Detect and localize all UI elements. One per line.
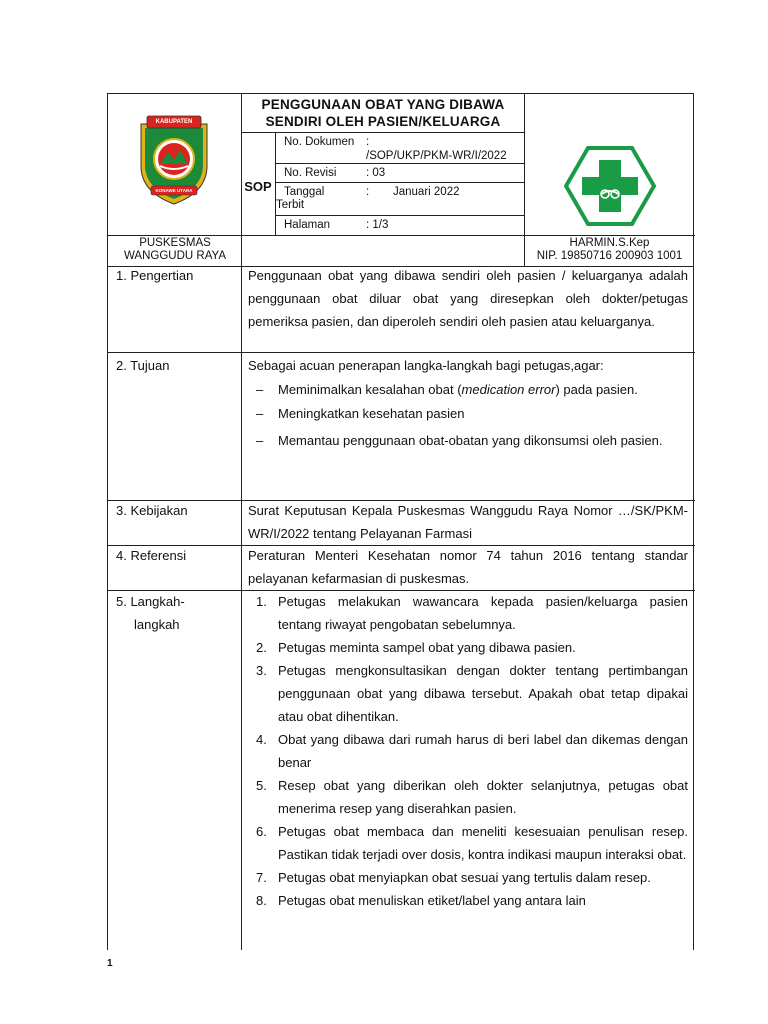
- tanggal-label: Tanggal: [284, 186, 325, 198]
- step-item: [248, 889, 688, 912]
- divider: [275, 163, 524, 164]
- halaman-label: Halaman: [284, 219, 331, 231]
- langkah-label-2: langkah: [134, 617, 180, 632]
- no-dokumen-value: /SOP/UKP/PKM-WR/I/2022: [366, 150, 507, 162]
- pengertian-text: Penggunaan obat yang dibawa sendiri oleh pasien / keluarganya adalah penggunaan obat diluar obat yang diresepkan oleh dokter/petugas pemeriksa pasien, dan diperoleh sendiri oleh pasien atau keluarganya.: [248, 268, 688, 329]
- step-text: Petugas mengkonsultasikan dengan dokter tentang pertimbangan penggunaan obat yang dibawa tersebut. Apakah obat tetap dipakai atau obat dihentikan.: [278, 663, 688, 724]
- page-number: 1: [107, 958, 113, 969]
- signer-block: [524, 237, 695, 263]
- step-number: 4.: [256, 732, 267, 747]
- tujuan-intro: Sebagai acuan penerapan langka-langkah bagi petugas,agar:: [248, 358, 604, 373]
- divider: [275, 215, 524, 216]
- tanggal-colon: :: [366, 186, 370, 198]
- step-text: Petugas melakukan wawancara kepada pasien/keluarga pasien tentang riwayat pengobatan sebelumnya.: [278, 594, 688, 632]
- step-item: [248, 728, 688, 774]
- step-number: 1.: [256, 594, 267, 609]
- divider: [275, 182, 524, 183]
- step-item: [248, 866, 688, 889]
- section-text-pengertian: [248, 264, 688, 333]
- puskesmas-logo: [564, 146, 656, 226]
- sop-header-table: [107, 93, 694, 267]
- list-item: [248, 429, 673, 452]
- kebijakan-text: Surat Keputusan Kepala Puskesmas Wanggudu Raya Nomor …/SK/PKM-WR/I/2022 tentang Pelayanan Farmasi: [248, 503, 688, 541]
- section-text-langkah: [248, 590, 688, 912]
- dash-bullet: –: [256, 382, 264, 397]
- sop-body-table: [107, 266, 694, 950]
- tujuan-item-1-b: medication error: [461, 382, 556, 397]
- document-title: PENGGUNAAN OBAT YANG DIBAWA SENDIRI OLEH PASIEN/KELUARGA: [261, 97, 505, 129]
- tujuan-item-1-a: Meminimalkan kesalahan obat (: [278, 382, 462, 397]
- referensi-text: Peraturan Menteri Kesehatan nomor 74 tahun 2016 tentang standar pelayanan kefarmasian di puskesmas.: [248, 548, 688, 586]
- logo-text-top: KABUPATEN: [155, 119, 193, 125]
- list-item: [248, 402, 688, 425]
- step-number: 6.: [256, 824, 267, 839]
- section-text-tujuan: [248, 354, 688, 452]
- sop-label: SOP: [244, 179, 272, 194]
- section-label-langkah: [116, 590, 185, 636]
- divider: [108, 352, 695, 353]
- step-item: [248, 659, 688, 728]
- no-dokumen-colon: :: [366, 136, 370, 148]
- tujuan-item-2: Meningkatkan kesehatan pasien: [278, 406, 465, 421]
- signer-name: HARMIN.S.Kep: [569, 237, 650, 249]
- section-label-referensi: 4. Referensi: [116, 548, 187, 563]
- no-dokumen-label: No. Dokumen: [284, 136, 355, 148]
- signer-nip: NIP. 19850716 200903 1001: [536, 250, 683, 262]
- section-label-tujuan: 2. Tujuan: [116, 358, 170, 373]
- step-item: [248, 590, 688, 636]
- list-item: [248, 378, 688, 401]
- divider: [241, 132, 524, 133]
- step-number: 5.: [256, 778, 267, 793]
- step-number: 7.: [256, 870, 267, 885]
- step-number: 2.: [256, 640, 267, 655]
- no-revisi-value: : 03: [366, 167, 386, 179]
- langkah-label-1: 5. Langkah-: [116, 594, 185, 609]
- divider: [241, 266, 242, 950]
- step-number: 8.: [256, 893, 267, 908]
- organization-name: [108, 237, 242, 263]
- section-label-pengertian: 1. Pengertian: [116, 268, 194, 283]
- no-revisi-label: No. Revisi: [284, 167, 337, 179]
- step-item: [248, 774, 688, 820]
- section-label-kebijakan: 3. Kebijakan: [116, 503, 188, 518]
- tanggal-value: Januari 2022: [393, 186, 460, 198]
- halaman-value: : 1/3: [366, 219, 389, 231]
- org-line-1: PUSKESMAS: [139, 237, 211, 249]
- tujuan-item-3: Memantau penggunaan obat-obatan yang dikonsumsi oleh pasien.: [278, 433, 663, 448]
- section-text-kebijakan: [248, 499, 688, 545]
- divider: [108, 235, 695, 236]
- org-line-2: WANGGUDU RAYA: [123, 250, 226, 262]
- logo-text-bottom: KONAWE UTARA: [155, 188, 193, 193]
- dash-bullet: –: [256, 406, 264, 421]
- section-text-referensi: [248, 544, 688, 590]
- step-text: Petugas obat membaca dan meneliti kesesuaian penulisan resep. Pastikan tidak terjadi over dosis, kontra indikasi maupun interaksi obat.: [278, 824, 688, 862]
- step-text: Resep obat yang diberikan oleh dokter selanjutnya, petugas obat menerima resep yang diserahkan pasien.: [278, 778, 688, 816]
- step-item: [248, 636, 688, 659]
- divider: [275, 132, 276, 235]
- step-number: 3.: [256, 663, 267, 678]
- step-text: Obat yang dibawa dari rumah harus di beri label dan dikemas dengan benar: [278, 732, 688, 770]
- step-item: [248, 820, 688, 866]
- step-text: Petugas meminta sampel obat yang dibawa pasien.: [278, 640, 576, 655]
- step-text: Petugas obat menyiapkan obat sesuai yang tertulis dalam resep.: [278, 870, 651, 885]
- terbit-label: Terbit: [276, 199, 305, 211]
- dash-bullet: –: [256, 433, 264, 448]
- step-text: Petugas obat menuliskan etiket/label yang antara lain: [278, 893, 586, 908]
- tujuan-item-1-c: ) pada pasien.: [555, 382, 638, 397]
